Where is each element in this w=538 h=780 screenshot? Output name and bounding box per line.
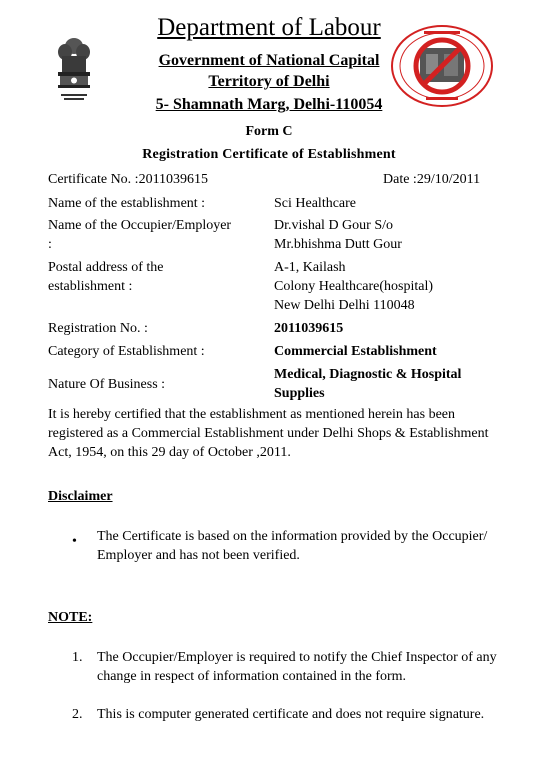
field-value-nature-of-business-line2: Supplies bbox=[274, 386, 325, 401]
form-name: Form C bbox=[245, 124, 293, 139]
registration-certificate-title: Registration Certificate of Establishment bbox=[142, 147, 396, 162]
disclaimer-text: The Certificate is based on the information provided by the Occupier/ Employer and has not been verified. bbox=[97, 529, 488, 563]
government-line: Government of National Capital bbox=[158, 52, 380, 69]
certificate-number: Certificate No. :2011039615 bbox=[48, 172, 209, 187]
note-number-1: 1. bbox=[72, 650, 83, 665]
address-line: 5- Shamnath Marg, Delhi-110054 bbox=[155, 96, 383, 113]
field-value-occupier: Dr.vishal D Gour S/o bbox=[274, 218, 393, 233]
department-title: Department of Labour bbox=[157, 14, 381, 41]
field-value-establishment: Sci Healthcare bbox=[274, 196, 357, 211]
field-label-category: Category of Establishment : bbox=[48, 344, 205, 359]
note-text-1: The Occupier/Employer is required to notify the Chief Inspector of any change in respect of information contained in the form. bbox=[97, 650, 497, 684]
field-value-category: Commercial Establishment bbox=[274, 344, 437, 359]
child-labour-seal-icon bbox=[390, 24, 494, 108]
field-label-postal-address-line2: establishment : bbox=[48, 279, 133, 294]
certification-text: It is hereby certified that the establishment as mentioned herein has been registered as a Commercial Establishment under Delhi Shops & Establishment Act, 1954, on this 29 day of October ,2011. bbox=[48, 407, 489, 460]
note-number-2: 2. bbox=[72, 707, 83, 722]
disclaimer-heading: Disclaimer bbox=[48, 489, 113, 504]
field-value-postal-address: A-1, Kailash bbox=[274, 260, 346, 275]
field-value-occupier-line2: Mr.bhishma Dutt Gour bbox=[274, 237, 402, 252]
territory-line: Territory of Delhi bbox=[208, 73, 330, 90]
field-value-postal-address-line3: New Delhi Delhi 110048 bbox=[274, 298, 415, 313]
field-value-nature-of-business: Medical, Diagnostic & Hospital bbox=[274, 367, 462, 382]
field-value-registration-no: 2011039615 bbox=[274, 321, 344, 336]
certificate-date: Date :29/10/2011 bbox=[383, 172, 481, 187]
note-text-2: This is computer generated certificate and does not require signature. bbox=[97, 707, 485, 722]
field-label-nature-of-business: Nature Of Business : bbox=[48, 377, 166, 392]
field-label-postal-address: Postal address of the bbox=[48, 260, 164, 275]
disclaimer-bullet: • bbox=[72, 534, 77, 549]
field-value-postal-address-line2: Colony Healthcare(hospital) bbox=[274, 279, 434, 294]
note-heading: NOTE: bbox=[48, 610, 93, 625]
field-label-occupier: Name of the Occupier/Employer bbox=[48, 218, 232, 233]
field-label-establishment: Name of the establishment : bbox=[48, 196, 206, 211]
field-label-registration-no: Registration No. : bbox=[48, 321, 148, 336]
field-label-occupier-colon: : bbox=[48, 237, 52, 252]
national-emblem-icon bbox=[52, 34, 96, 108]
